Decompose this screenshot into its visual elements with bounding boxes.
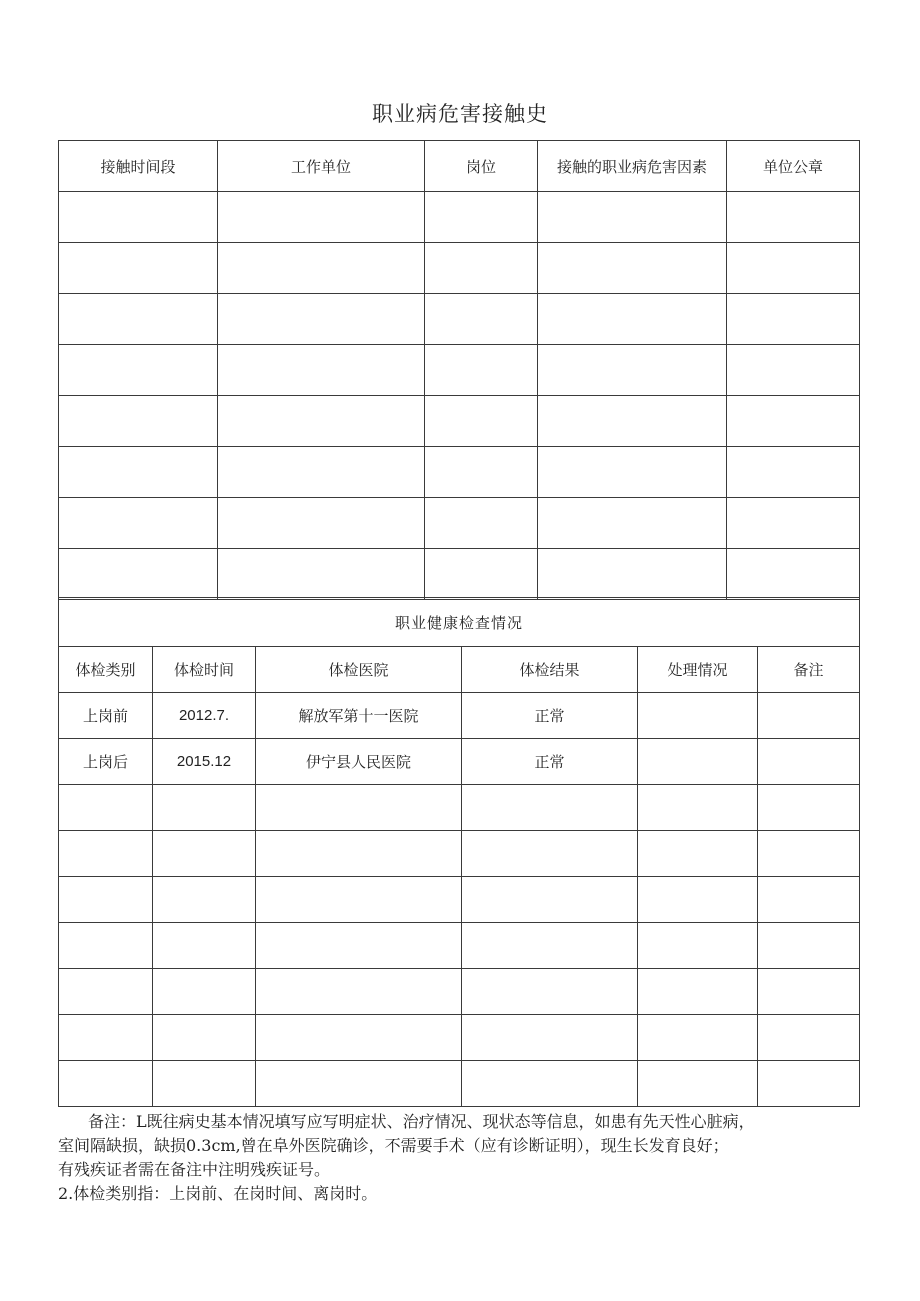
cell-exam-hospital <box>256 1061 462 1107</box>
header-remarks: 备注 <box>758 647 860 693</box>
cell-handling <box>638 1015 758 1061</box>
cell-work-unit <box>218 345 425 396</box>
cell-exam-date <box>153 831 256 877</box>
cell-contact-period <box>59 294 218 345</box>
cell-exam-date <box>153 1015 256 1061</box>
cell-exam-category <box>59 877 153 923</box>
cell-exam-date <box>153 923 256 969</box>
table-row <box>59 447 860 498</box>
cell-exam-category: 上岗前 <box>59 693 153 739</box>
cell-handling <box>638 923 758 969</box>
cell-unit-seal <box>727 345 860 396</box>
cell-exam-result <box>462 1015 638 1061</box>
table-row <box>59 294 860 345</box>
cell-exam-hospital <box>256 785 462 831</box>
cell-remarks <box>758 831 860 877</box>
cell-position <box>425 396 538 447</box>
header-handling: 处理情况 <box>638 647 758 693</box>
cell-exam-hospital: 伊宁县人民医院 <box>256 739 462 785</box>
table-row <box>59 345 860 396</box>
cell-contact-period <box>59 192 218 243</box>
cell-exam-hospital <box>256 1015 462 1061</box>
cell-contact-period <box>59 396 218 447</box>
cell-position <box>425 345 538 396</box>
cell-unit-seal <box>727 498 860 549</box>
exposure-history-table <box>58 140 860 600</box>
cell-handling <box>638 831 758 877</box>
cell-exam-result <box>462 923 638 969</box>
header-position: 岗位 <box>425 141 538 192</box>
cell-exam-hospital <box>256 969 462 1015</box>
cell-exam-date: 2012.7. <box>153 693 256 739</box>
cell-work-unit <box>218 192 425 243</box>
section-title-row <box>59 598 860 647</box>
cell-exam-date <box>153 1061 256 1107</box>
cell-handling <box>638 1061 758 1107</box>
cell-exam-result: 正常 <box>462 693 638 739</box>
cell-unit-seal <box>727 192 860 243</box>
cell-exam-result <box>462 785 638 831</box>
cell-contact-period <box>59 243 218 294</box>
table-row <box>59 1061 860 1107</box>
footnotes <box>58 1110 868 1206</box>
cell-work-unit <box>218 396 425 447</box>
header-exam-hospital: 体检医院 <box>256 647 462 693</box>
cell-exam-hospital <box>256 877 462 923</box>
table-row <box>59 969 860 1015</box>
cell-position <box>425 447 538 498</box>
cell-position <box>425 243 538 294</box>
health-checkup-table <box>58 597 860 1107</box>
cell-exam-category: 上岗后 <box>59 739 153 785</box>
cell-position <box>425 192 538 243</box>
cell-position <box>425 294 538 345</box>
cell-exam-category <box>59 1061 153 1107</box>
header-exam-result: 体检结果 <box>462 647 638 693</box>
table-row <box>59 693 860 739</box>
table-row <box>59 396 860 447</box>
cell-exam-hospital <box>256 923 462 969</box>
cell-exam-category <box>59 923 153 969</box>
cell-position <box>425 498 538 549</box>
cell-hazard-factors <box>538 498 727 549</box>
cell-contact-period <box>59 447 218 498</box>
cell-work-unit <box>218 549 425 600</box>
exposure-history-title: 职业病危害接触史 <box>372 102 548 126</box>
cell-unit-seal <box>727 294 860 345</box>
cell-remarks <box>758 1015 860 1061</box>
table-row <box>59 192 860 243</box>
cell-exam-hospital: 解放军第十一医院 <box>256 693 462 739</box>
cell-position <box>425 549 538 600</box>
note-line-3: 有残疾证者需在备注中注明残疾证号。 <box>58 1160 331 1179</box>
header-exam-category: 体检类别 <box>59 647 153 693</box>
cell-exam-date <box>153 785 256 831</box>
cell-work-unit <box>218 447 425 498</box>
header-work-unit: 工作单位 <box>218 141 425 192</box>
cell-exam-result <box>462 877 638 923</box>
header-exam-date: 体检时间 <box>153 647 256 693</box>
cell-handling <box>638 877 758 923</box>
table-row <box>59 498 860 549</box>
table-header-row <box>59 647 860 693</box>
cell-exam-date: 2015.12 <box>153 739 256 785</box>
cell-hazard-factors <box>538 447 727 498</box>
cell-remarks <box>758 693 860 739</box>
header-contact-period: 接触时间段 <box>59 141 218 192</box>
cell-hazard-factors <box>538 549 727 600</box>
cell-exam-category <box>59 969 153 1015</box>
cell-exam-category <box>59 1015 153 1061</box>
cell-remarks <box>758 1061 860 1107</box>
cell-handling <box>638 739 758 785</box>
cell-exam-date <box>153 877 256 923</box>
cell-remarks <box>758 969 860 1015</box>
cell-exam-result <box>462 831 638 877</box>
note-line-1: 备注：L既往病史基本情况填写应写明症状、治疗情况、现状态等信息，如患有先天性心脏病， <box>88 1112 755 1131</box>
cell-exam-category <box>59 785 153 831</box>
cell-hazard-factors <box>538 345 727 396</box>
table-row <box>59 877 860 923</box>
cell-unit-seal <box>727 243 860 294</box>
cell-handling <box>638 785 758 831</box>
cell-exam-result: 正常 <box>462 739 638 785</box>
note-line-4: 2.体检类别指：上岗前、在岗时间、离岗时。 <box>58 1184 378 1203</box>
header-hazard-factors: 接触的职业病危害因素 <box>538 141 727 192</box>
cell-work-unit <box>218 498 425 549</box>
cell-remarks <box>758 785 860 831</box>
note-line-2: 室间隔缺损，缺损0.3cm,曾在阜外医院确诊，不需要手术（应有诊断证明），现生长发育良好； <box>58 1136 729 1155</box>
table-row <box>59 739 860 785</box>
cell-hazard-factors <box>538 243 727 294</box>
cell-handling <box>638 969 758 1015</box>
table-row <box>59 923 860 969</box>
table-header-row <box>59 141 860 192</box>
cell-work-unit <box>218 243 425 294</box>
cell-exam-hospital <box>256 831 462 877</box>
cell-unit-seal <box>727 549 860 600</box>
cell-contact-period <box>59 498 218 549</box>
table-row <box>59 831 860 877</box>
cell-exam-result <box>462 969 638 1015</box>
cell-work-unit <box>218 294 425 345</box>
cell-contact-period <box>59 549 218 600</box>
health-checkup-title: 职业健康检查情况 <box>59 598 860 647</box>
cell-remarks <box>758 923 860 969</box>
cell-hazard-factors <box>538 294 727 345</box>
cell-remarks <box>758 739 860 785</box>
table-row <box>59 1015 860 1061</box>
cell-exam-result <box>462 1061 638 1107</box>
cell-remarks <box>758 877 860 923</box>
table-row <box>59 785 860 831</box>
cell-hazard-factors <box>538 396 727 447</box>
cell-hazard-factors <box>538 192 727 243</box>
cell-contact-period <box>59 345 218 396</box>
cell-handling <box>638 693 758 739</box>
table-row <box>59 549 860 600</box>
cell-exam-category <box>59 831 153 877</box>
table-row <box>59 243 860 294</box>
cell-unit-seal <box>727 396 860 447</box>
header-unit-seal: 单位公章 <box>727 141 860 192</box>
cell-exam-date <box>153 969 256 1015</box>
cell-unit-seal <box>727 447 860 498</box>
